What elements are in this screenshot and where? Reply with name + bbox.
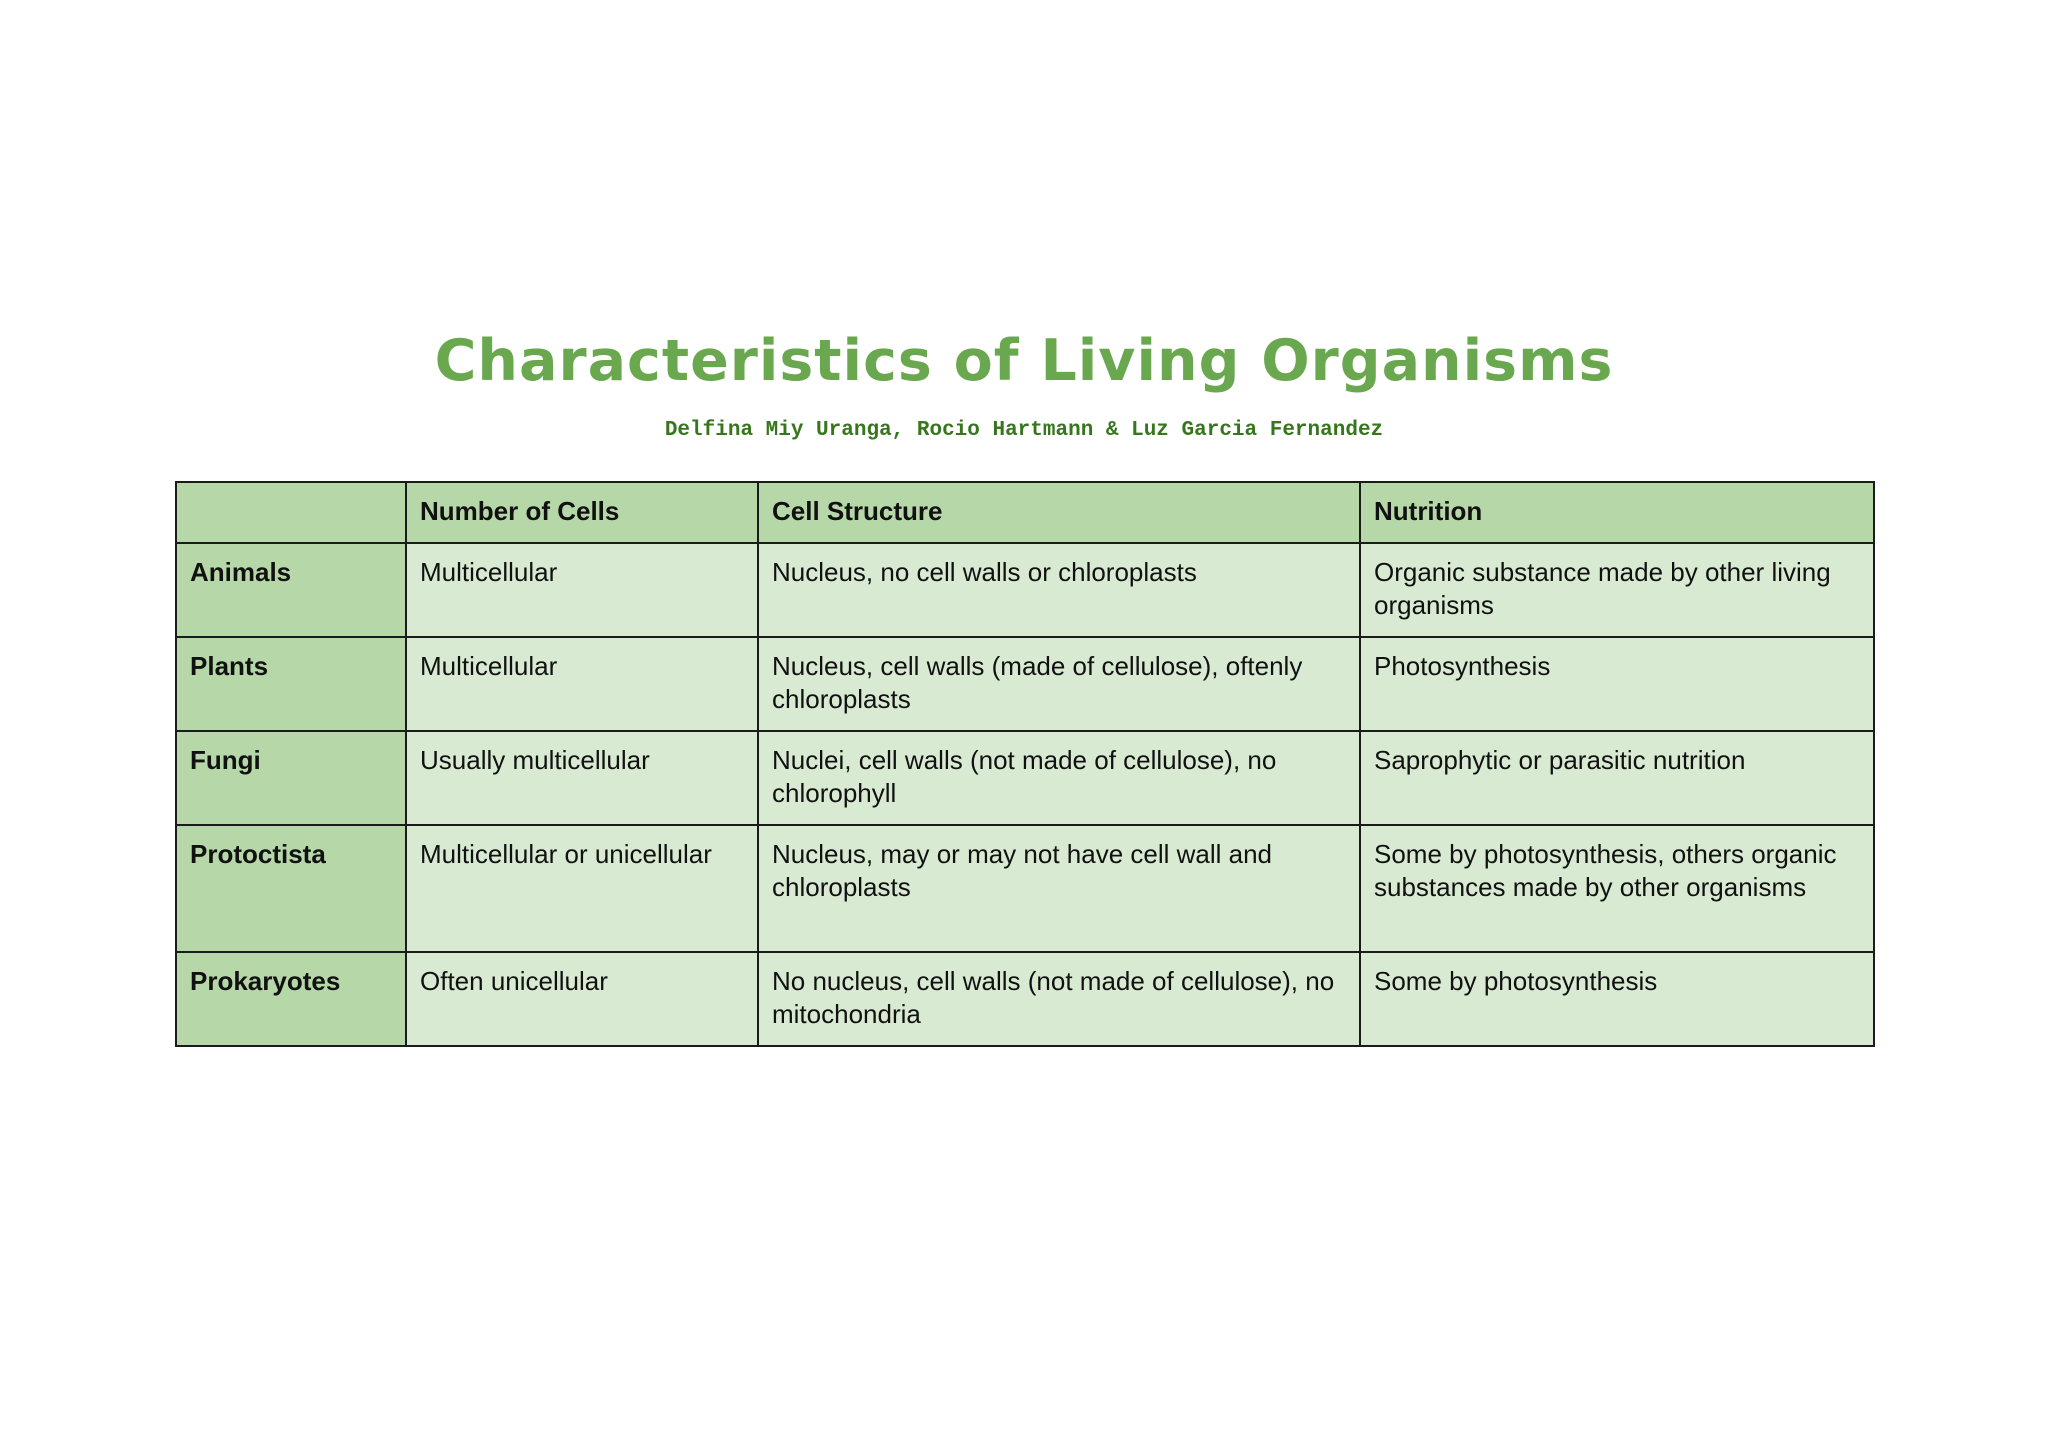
cell-structure: No nucleus, cell walls (not made of cellulose), no mitochondria — [758, 952, 1360, 1046]
cell-nutrition: Some by photosynthesis — [1360, 952, 1874, 1046]
cell-nutrition: Organic substance made by other living organisms — [1360, 543, 1874, 637]
table-row — [176, 825, 1874, 952]
row-header-animals: Animals — [176, 543, 406, 637]
header-cell-structure: Cell Structure — [758, 482, 1360, 543]
cell-structure: Nucleus, no cell walls or chloroplasts — [758, 543, 1360, 637]
cell-structure: Nuclei, cell walls (not made of cellulose), no chlorophyll — [758, 731, 1360, 825]
cell-nutrition: Some by photosynthesis, others organic substances made by other organisms — [1360, 825, 1874, 952]
cell-number-of-cells: Often unicellular — [406, 952, 758, 1046]
cell-number-of-cells: Multicellular or unicellular — [406, 825, 758, 952]
organisms-table — [175, 481, 1875, 1047]
header-number-of-cells: Number of Cells — [406, 482, 758, 543]
cell-number-of-cells: Multicellular — [406, 543, 758, 637]
cell-nutrition: Saprophytic or parasitic nutrition — [1360, 731, 1874, 825]
table-row — [176, 637, 1874, 731]
header-nutrition: Nutrition — [1360, 482, 1874, 543]
header-corner — [176, 482, 406, 543]
table-row — [176, 952, 1874, 1046]
document-authors: Delfina Miy Uranga, Rocio Hartmann & Luz Garcia Fernandez — [664, 419, 1384, 442]
cell-number-of-cells: Multicellular — [406, 637, 758, 731]
row-header-fungi: Fungi — [176, 731, 406, 825]
cell-structure: Nucleus, may or may not have cell wall and chloroplasts — [758, 825, 1360, 952]
row-header-prokaryotes: Prokaryotes — [176, 952, 406, 1046]
cell-structure: Nucleus, cell walls (made of cellulose), oftenly chloroplasts — [758, 637, 1360, 731]
document-title: Characteristics of Living Organisms — [434, 328, 1614, 394]
row-header-plants: Plants — [176, 637, 406, 731]
table-row — [176, 731, 1874, 825]
row-header-protoctista: Protoctista — [176, 825, 406, 952]
table-row — [176, 543, 1874, 637]
cell-number-of-cells: Usually multicellular — [406, 731, 758, 825]
cell-nutrition: Photosynthesis — [1360, 637, 1874, 731]
table-header-row — [176, 482, 1874, 543]
